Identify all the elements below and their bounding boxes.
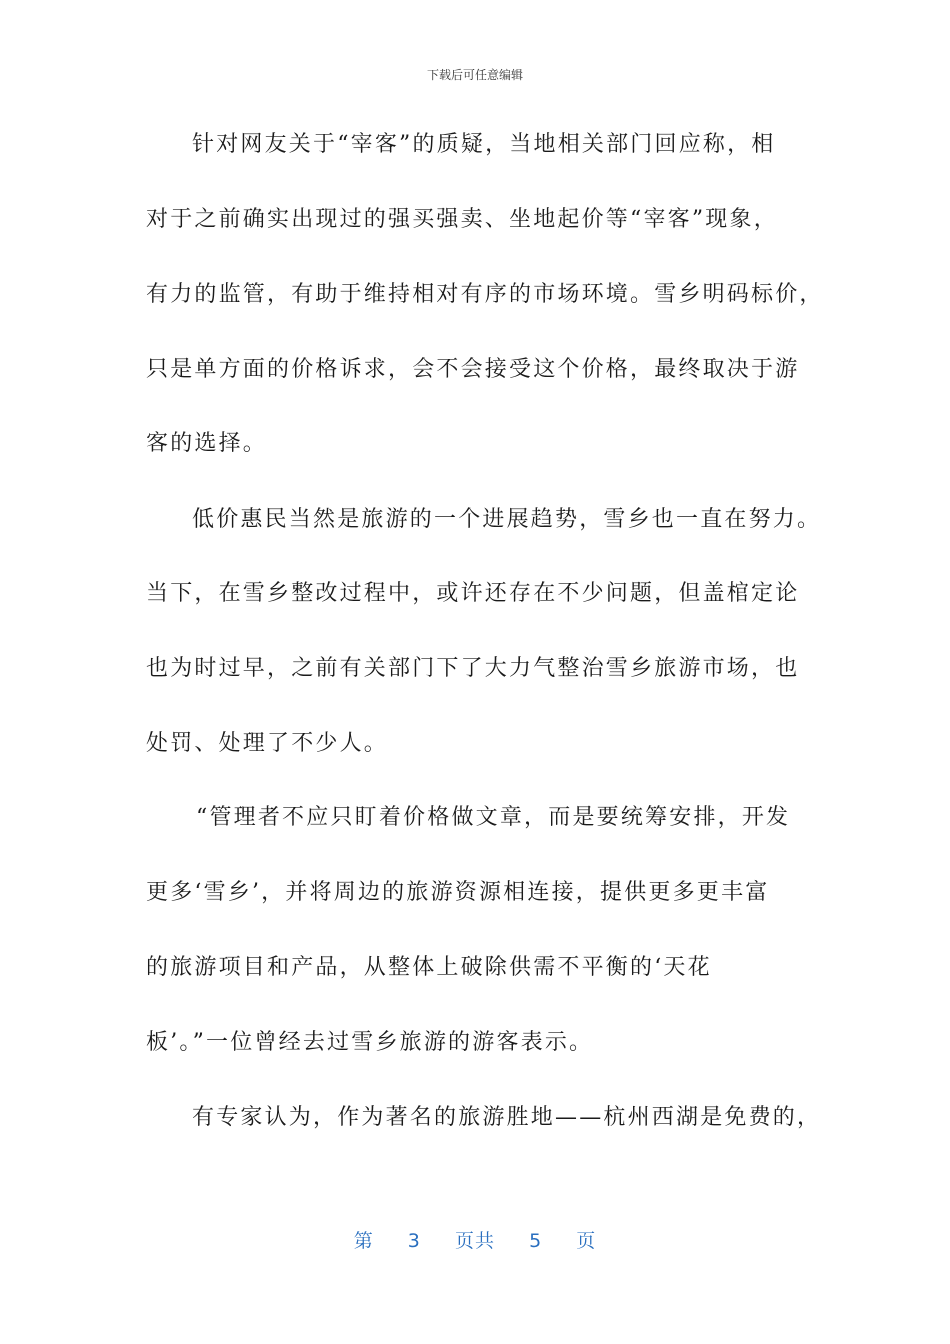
text-line: 处罚、处理了不少人。 (146, 731, 389, 756)
text-line: 板’。”一位曾经去过雪乡旅游的游客表示。 (146, 1030, 594, 1055)
footer-suffix: 页 (576, 1230, 597, 1252)
footer-prefix: 第 (353, 1230, 374, 1252)
current-page-number: 3 (407, 1230, 421, 1252)
footer-middle: 页共 (454, 1230, 495, 1252)
text-line: 更多‘雪乡’，并将周边的旅游资源相连接，提供更多更丰富 (146, 880, 770, 905)
text-line: 有力的监管，有助于维持相对有序的市场环境。雪乡明码标价， (146, 282, 824, 307)
text-line: 对于之前确实出现过的强买强卖、坐地起价等“宰客”现象， (146, 207, 778, 232)
text-line: 客的选择。 (146, 431, 268, 456)
text-line: 只是单方面的价格诉求，会不会接受这个价格，最终取决于游 (146, 357, 800, 382)
text-line: 也为时过早，之前有关部门下了大力气整治雪乡旅游市场，也 (146, 656, 800, 681)
total-pages-number: 5 (529, 1230, 543, 1252)
text-line: 针对网友关于“宰客”的质疑，当地相关部门回应称，相 (192, 132, 776, 157)
page-footer (0, 1226, 950, 1253)
text-line: 有专家认为，作为著名的旅游胜地——杭州西湖是免费的， (192, 1105, 822, 1130)
text-line: 低价惠民当然是旅游的一个进展趋势，雪乡也一直在努力。 (192, 507, 822, 532)
text-line: 的旅游项目和产品，从整体上破除供需不平衡的‘天花 (146, 955, 712, 980)
text-line: “管理者不应只盯着价格做文章，而是要统筹安排，开发 (196, 805, 791, 830)
page-header: 下载后可任意编辑 (426, 68, 523, 82)
text-line: 当下，在雪乡整改过程中，或许还存在不少问题，但盖棺定论 (146, 581, 800, 606)
